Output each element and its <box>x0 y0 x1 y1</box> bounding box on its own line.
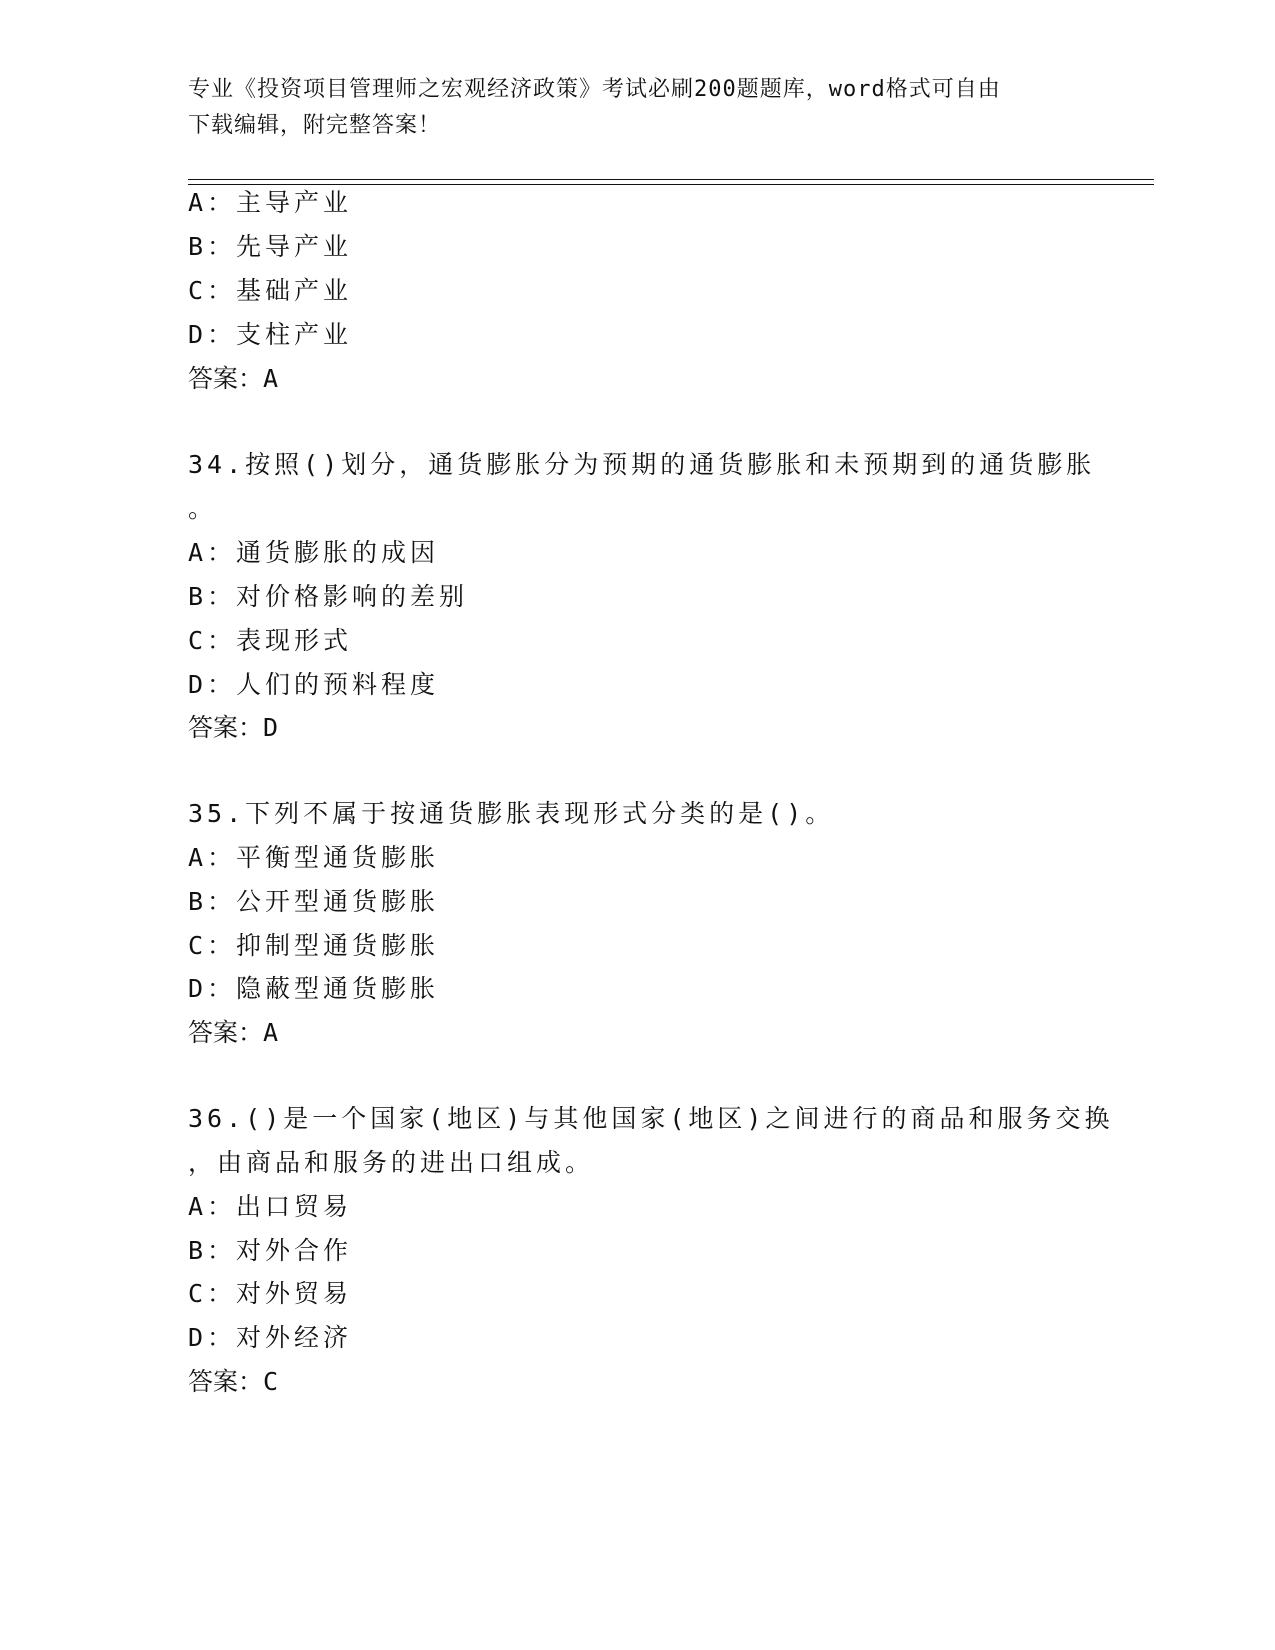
q35-option-d: D：隐蔽型通货膨胀 <box>188 974 440 1003</box>
answer-label: 答案： <box>188 713 264 742</box>
q36-option-b: B：对外合作 <box>188 1236 353 1265</box>
answer-value: A <box>263 1018 281 1047</box>
prev-option-a: A：主导产业 <box>188 188 353 217</box>
q35-option-c: C：抑制型通货膨胀 <box>188 931 440 960</box>
q34-option-d: D：人们的预料程度 <box>188 670 440 699</box>
q36-answer <box>188 1366 280 1398</box>
q35-option-b: B：公开型通货膨胀 <box>188 887 440 916</box>
prev-option-c: C：基础产业 <box>188 276 353 305</box>
q34-answer <box>188 712 280 744</box>
q36-option-a: A：出口贸易 <box>188 1192 353 1221</box>
q36-stem-line-2: ，由商品和服务的进出口组成。 <box>188 1148 595 1177</box>
answer-label: 答案： <box>188 364 264 393</box>
answer-label: 答案： <box>188 1018 264 1047</box>
q35-option-a: A：平衡型通货膨胀 <box>188 843 440 872</box>
q34-option-b: B：对价格影响的差别 <box>188 582 469 611</box>
answer-label: 答案： <box>188 1367 264 1396</box>
answer-value: C <box>263 1367 281 1396</box>
header-divider-top <box>188 179 1154 180</box>
prev-answer <box>188 363 280 395</box>
header-line-2: 下载编辑，附完整答案！ <box>188 113 442 138</box>
q36-option-c: C：对外贸易 <box>188 1279 353 1308</box>
header-line-1: 专业《投资项目管理师之宏观经济政策》考试必刷200题题库，word格式可自由 <box>188 77 1001 102</box>
prev-option-d: D：支柱产业 <box>188 320 353 349</box>
q35-answer <box>188 1017 280 1049</box>
prev-option-b: B：先导产业 <box>188 232 353 261</box>
answer-value: A <box>263 364 281 393</box>
document-header <box>188 72 1068 144</box>
q36-stem-line-1: 36.()是一个国家(地区)与其他国家(地区)之间进行的商品和服务交换 <box>188 1104 1114 1133</box>
q34-option-c: C：表现形式 <box>188 626 353 655</box>
q34-stem-line-2: 。 <box>188 494 218 523</box>
q34-stem-line-1: 34.按照()划分，通货膨胀分为预期的通货膨胀和未预期到的通货膨胀 <box>188 450 1096 479</box>
answer-value: D <box>263 713 281 742</box>
q35-stem-line-1: 35.下列不属于按通货膨胀表现形式分类的是()。 <box>188 799 835 828</box>
q34-option-a: A：通货膨胀的成因 <box>188 538 440 567</box>
q36-option-d: D：对外经济 <box>188 1323 353 1352</box>
header-divider-bottom <box>188 184 1154 185</box>
